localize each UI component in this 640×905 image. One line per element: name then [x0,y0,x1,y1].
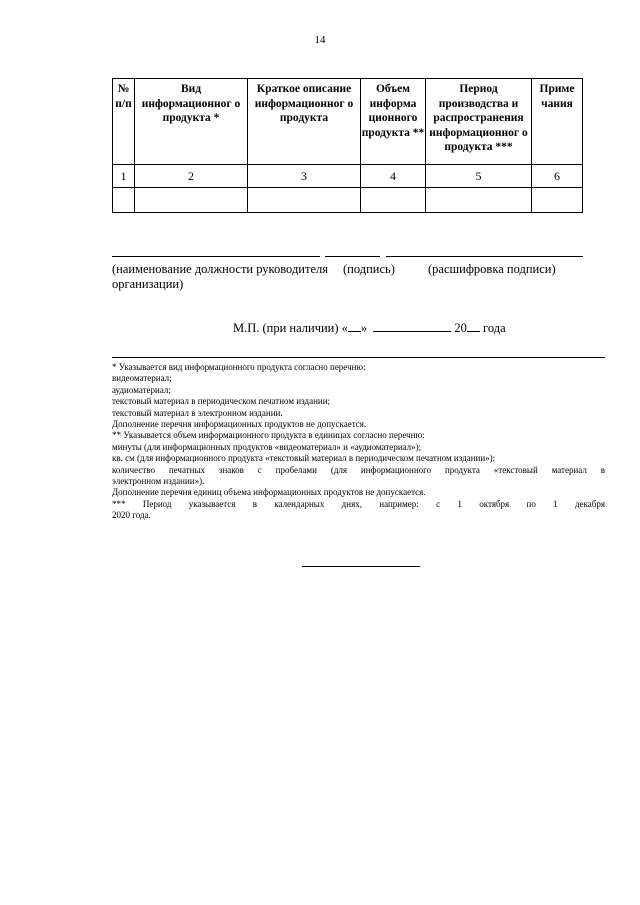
footnote-3-continuation: 2020 года. [112,510,151,521]
table-cell [135,188,248,213]
column-header-production-period: Период производства и распространения информационног о продукта *** [426,79,532,165]
information-products-table [112,78,583,213]
table-cell [361,188,426,213]
table-cell: 1 [113,165,135,188]
list-item: текстовый материал в электронном издании. [112,407,283,418]
column-header-notes: Приме чания [532,79,583,165]
decoding-signature-line [386,256,583,257]
table-header-row [113,79,583,165]
list-item: количество печатных знаков с пробелами (для информационного продукта «текстовый материал в [112,464,605,475]
column-header-product-type: Вид информационног о продукта * [135,79,248,165]
list-item: видеоматериал; [112,373,172,384]
table-cell [532,188,583,213]
signature-line [325,256,380,257]
position-caption-continuation: организации) [112,277,184,291]
table-cell: 2 [135,165,248,188]
table-cell [248,188,361,213]
list-item: кв. см (для информационного продукта «текстовый материал в периодическом печатном издании»); [112,453,496,464]
footnotes [112,362,605,522]
decoding-caption: (расшифровка подписи) [428,262,556,276]
signature-caption: (подпись) [343,262,395,276]
footnote-separator [112,357,605,358]
table-numbering-row [113,165,583,188]
year-suffix: года [483,321,506,335]
list-item: минуты (для информационных продуктов «видеоматериал» и «аудиоматериал»); [112,441,422,452]
table-cell: 6 [532,165,583,188]
position-caption: (наименование должности руководителя [112,262,328,276]
stamp-quote-close: » [360,321,368,335]
list-item: аудиоматериал; [112,384,171,395]
footnote-2-note: Дополнение перечня единиц объема информационных продуктов не допускается. [112,487,426,498]
end-separator [302,566,420,567]
table-cell: 4 [361,165,426,188]
column-header-product-volume: Объем информа ционного продукта ** [361,79,426,165]
column-header-number: № п/п [113,79,135,165]
column-header-short-description: Краткое описание информационног о продукта [248,79,361,165]
footnote-2-title: ** Указывается объем информационного продукта в единицах согласно перечню: [112,430,425,441]
footnote-1-note: Дополнение перечня информационных продуктов не допускается. [112,419,367,430]
table-cell: 5 [426,165,532,188]
stamp-date-line [233,320,506,336]
page-number: 14 [314,34,326,46]
stamp-label: М.П. (при наличии) « [233,321,348,335]
position-signature-line [112,256,320,257]
list-item-continuation: электронном издании»). [112,476,205,487]
footnote-1-title: * Указывается вид информационного продукта согласно перечню: [112,362,366,372]
table-cell [426,188,532,213]
table-empty-row [113,188,583,213]
table-cell: 3 [248,165,361,188]
day-blank [348,320,361,332]
table-cell [113,188,135,213]
month-blank [373,320,451,332]
footnote-3: *** Период указывается в календарных днях, например: с 1 октября по 1 декабря [112,498,605,509]
year-prefix: 20 [454,321,467,335]
year-blank [467,320,480,332]
list-item: текстовый материал в периодическом печатном издании; [112,396,331,407]
